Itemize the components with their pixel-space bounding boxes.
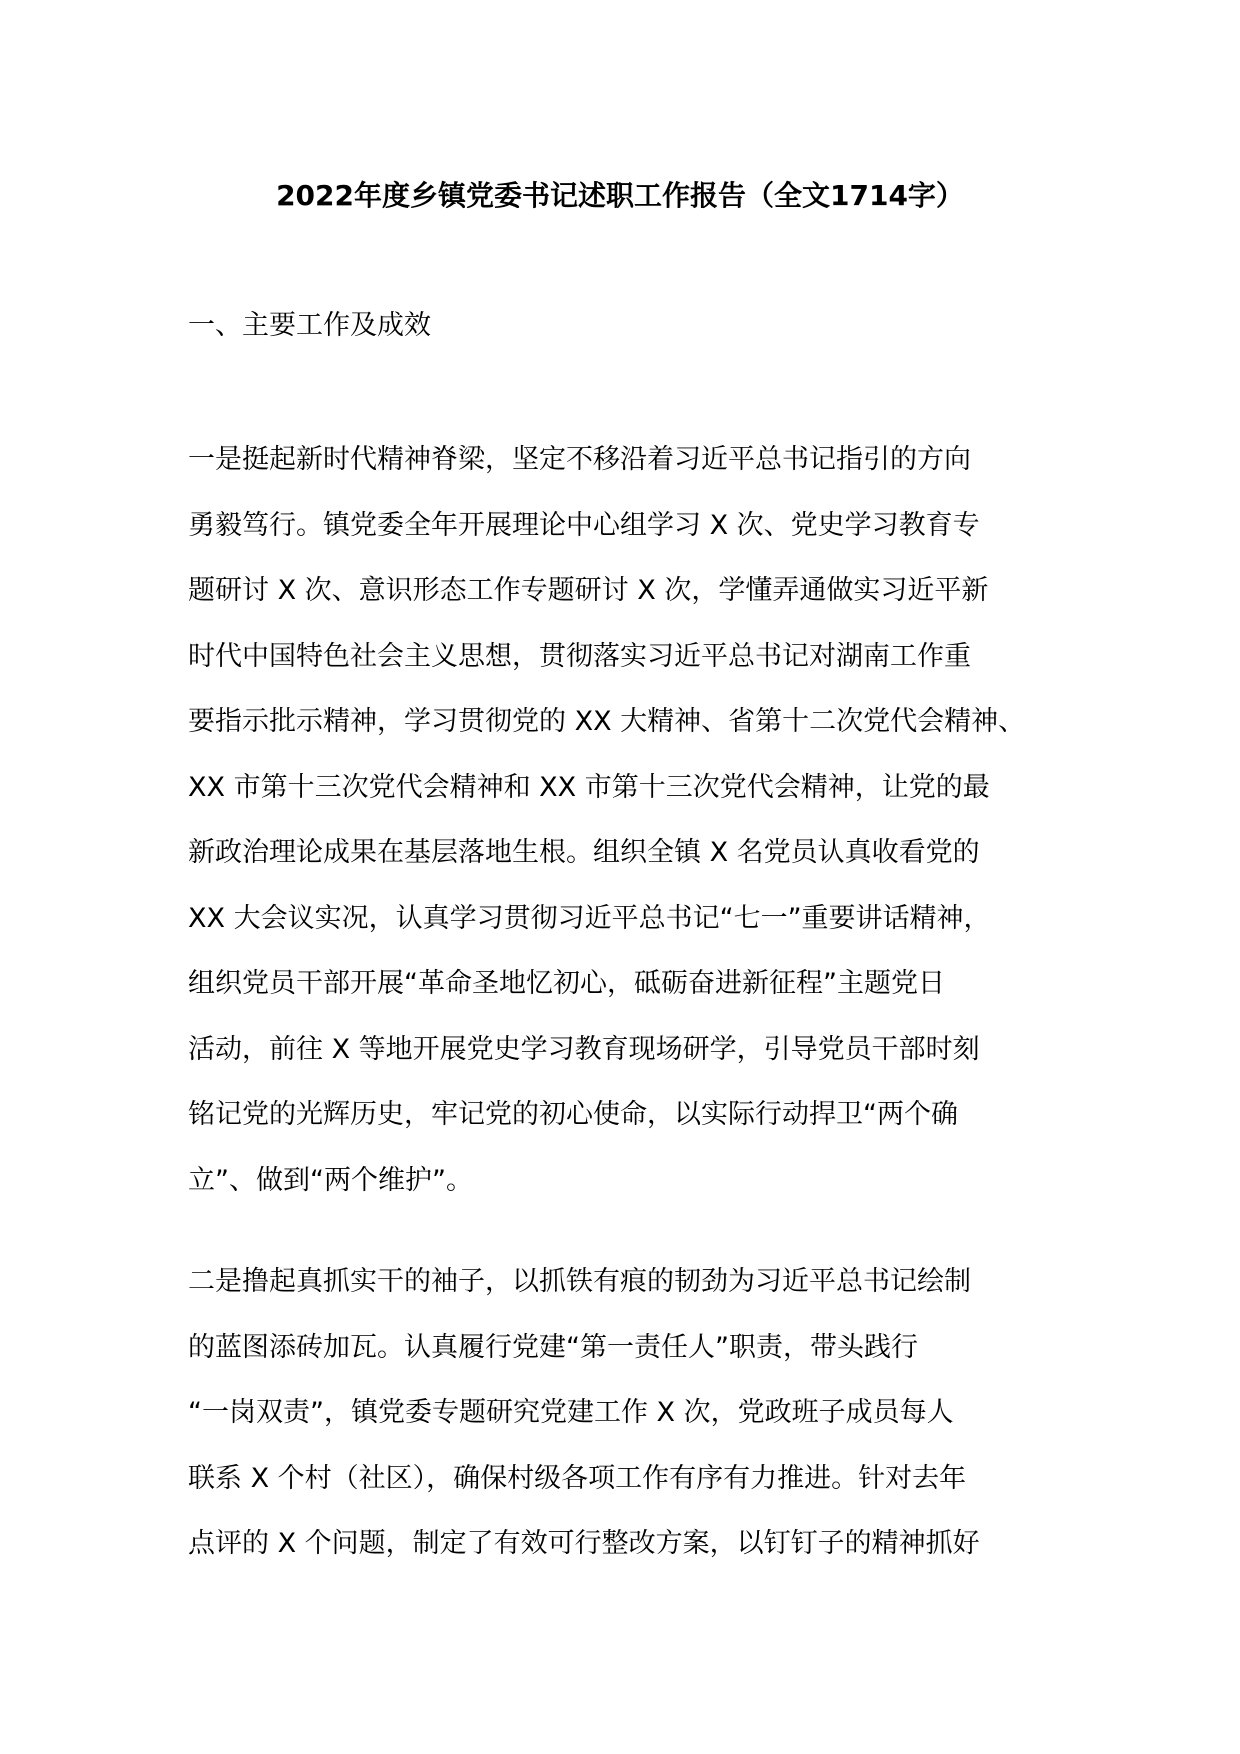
paragraph-line: 时代中国特色社会主义思想，贯彻落实习近平总书记对湖南工作重: [188, 640, 971, 672]
paragraph-line: XX 市第十三次党代会精神和 XX 市第十三次党代会精神，让党的最: [188, 771, 990, 803]
paragraph-line: 组织党员干部开展“革命圣地忆初心，砥砺奋进新征程”主题党日: [188, 968, 945, 999]
paragraph-line: 要指示批示精神，学习贯彻党的 XX 大精神、省第十二次党代会精神、: [188, 706, 1026, 737]
paragraph-line: 一是挺起新时代精神脊梁，坚定不移沿着习近平总书记指引的方向: [188, 444, 971, 475]
paragraph-line: 立”、做到“两个维护”。: [188, 1164, 473, 1196]
paragraph-line: 联系 X 个村（社区），确保村级各项工作有序有力推进。针对去年: [188, 1462, 967, 1494]
paragraph-1: [188, 440, 1088, 1226]
paragraph-line: 新政治理论成果在基层落地生根。组织全镇 X 名党员认真收看党的: [188, 837, 980, 868]
paragraph-line: 点评的 X 个问题，制定了有效可行整改方案，以钉钉子的精神抓好: [188, 1528, 980, 1559]
paragraph-line: 的蓝图添砖加瓦。认真履行党建“第一责任人”职责，带头践行: [188, 1331, 918, 1363]
paragraph-line: XX 大会议实况，认真学习贯彻习近平总书记“七一”重要讲话精神，: [188, 902, 991, 934]
document-title: 2022年度乡镇党委书记述职工作报告（全文1714字）: [276, 179, 964, 212]
section-heading: 一、主要工作及成效: [188, 310, 431, 341]
paragraph-line: 活动，前往 X 等地开展党史学习教育现场研学，引导党员干部时刻: [188, 1033, 980, 1065]
paragraph-line: 题研讨 X 次、意识形态工作专题研讨 X 次，学懂弄通做实习近平新: [188, 575, 989, 606]
paragraph-line: “一岗双责”，镇党委专题研究党建工作 X 次，党政班子成员每人: [188, 1397, 954, 1428]
paragraph-line: 二是撸起真抓实干的袖子，以抓铁有痕的韧劲为习近平总书记绘制: [188, 1266, 971, 1297]
paragraph-line: 铭记党的光辉历史，牢记党的初心使命，以实际行动捍卫“两个确: [188, 1099, 958, 1130]
paragraph-line: 勇毅笃行。镇党委全年开展理论中心组学习 X 次、党史学习教育专: [188, 509, 980, 541]
paragraph-2: [188, 1262, 1088, 1590]
